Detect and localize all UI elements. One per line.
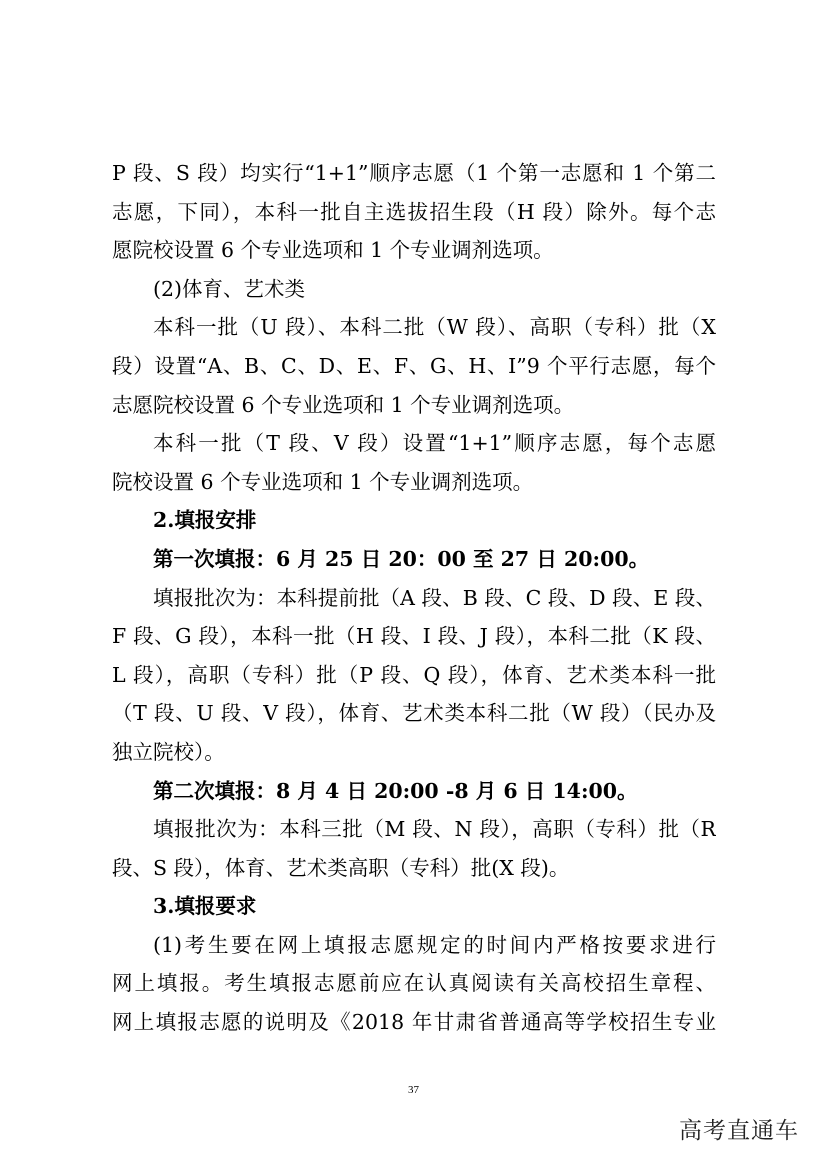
paragraph-line: 段、S 段），体育、艺术类高职（专科）批(X 段)。 (112, 855, 570, 880)
body-text (112, 154, 716, 1042)
paragraph-line: 独立院校）。 (112, 739, 225, 764)
paragraph-line: L 段），高职（专科）批（P 段、Q 段），体育、艺术类本科一批 (112, 662, 716, 687)
paragraph-line: 本科一批（T 段、V 段）设置“1+1”顺序志愿，每个志愿 (153, 431, 716, 456)
paragraph-line: 志愿，下同），本科一批自主选拔招生段（H 段）除外。每个志 (112, 199, 716, 224)
paragraph-line: 网上填报志愿的说明及《2018 年甘肃省普通高等学校招生专业 (112, 1010, 716, 1035)
section-heading: 2.填报安排 (153, 508, 257, 533)
page-number: 37 (408, 1084, 419, 1096)
schedule-heading: 第一次填报：6 月 25 日 20：00 至 27 日 20:00。 (153, 546, 650, 571)
paragraph-line: 段）设置“A、B、C、D、E、F、G、H、I”9 个平行志愿，每个 (112, 353, 716, 378)
paragraph-line: 愿院校设置 6 个专业选项和 1 个专业调剂选项。 (112, 238, 554, 263)
schedule-heading: 第二次填报：8 月 4 日 20:00 -8 月 6 日 14:00。 (153, 778, 638, 803)
paragraph-line: P 段、S 段）均实行“1+1”顺序志愿（1 个第一志愿和 1 个第二 (112, 161, 716, 185)
paragraph-line: (1)考生要在网上填报志愿规定的时间内严格按要求进行 (153, 932, 716, 957)
paragraph-line: 本科一批（U 段）、本科二批（W 段）、高职（专科）批（X (153, 315, 716, 340)
subheading: (2)体育、艺术类 (153, 276, 306, 301)
paragraph-line: （T 段、U 段、V 段），体育、艺术类本科二批（W 段）（民办及 (112, 701, 716, 726)
paragraph-line: 填报批次为：本科提前批（A 段、B 段、C 段、D 段、E 段、 (153, 585, 716, 610)
paragraph-line: 院校设置 6 个专业选项和 1 个专业调剂选项。 (112, 469, 534, 494)
paragraph-line: 志愿院校设置 6 个专业选项和 1 个专业调剂选项。 (112, 392, 575, 417)
paragraph-line: 网上填报。考生填报志愿前应在认真阅读有关高校招生章程、 (112, 971, 716, 996)
paragraph-line: 填报批次为：本科三批（M 段、N 段），高职（专科）批（R (153, 817, 716, 842)
paragraph-line: F 段、G 段），本科一批（H 段、I 段、J 段），本科二批（K 段、 (112, 624, 716, 649)
section-heading: 3.填报要求 (153, 894, 257, 919)
watermark: 高考直通车 (679, 1118, 799, 1144)
